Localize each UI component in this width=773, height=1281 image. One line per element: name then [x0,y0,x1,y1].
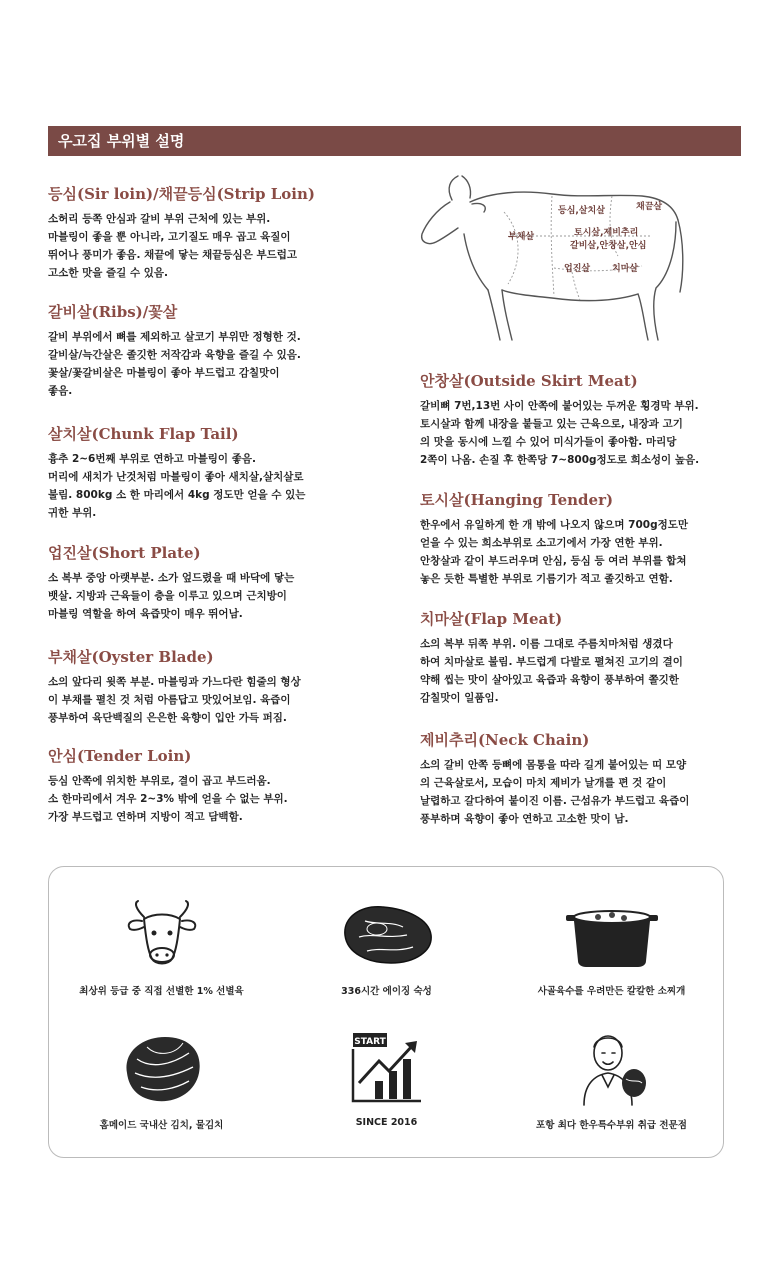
section-line: 가장 부드럽고 연하며 지방이 적고 담백함. [48,811,243,823]
feature-stew [499,895,724,997]
section-line: 갈비뼈 7번,13번 사이 안쪽에 붙어있는 두꺼운 횡경막 부위. [420,400,699,412]
section-line: 토시살과 함께 내장을 붙들고 있는 근육으로, 내장과 고기 [420,418,683,430]
section-line: 2쪽이 나옴. 손질 후 한쪽당 7~800g정도로 희소성이 높음. [420,454,700,466]
cow-label-ribs: 갈비살,안창살,안심 [570,241,647,251]
section-line: 이 부채를 펼친 것 처럼 아름답고 맛있어보임. 육즙이 [48,694,291,706]
cow-label-oyster-blade: 부채살 [508,232,535,242]
section-title: 안창살(Outside Skirt Meat) [420,372,638,390]
section-line: 불림. 800kg 소 한 마리에서 4kg 정도만 얻을 수 있는 [48,489,306,501]
cow-cut-diagram [412,172,690,350]
section-line: 얻을 수 있는 희소부위로 소고기에서 가장 연한 부위. [420,537,663,549]
section-line: 소허리 등쪽 안심과 갈비 부위 근처에 있는 부위. [48,213,271,225]
section-title: 등심(Sir loin)/채끝등심(Strip Loin) [48,185,315,203]
section-line: 등심 안쪽에 위치한 부위로, 결이 곱고 부드러움. [48,775,271,787]
section-title: 갈비살(Ribs)/꽃살 [48,303,178,321]
chart-start-label: START [353,1037,386,1047]
section-title: 업진살(Short Plate) [48,544,201,562]
section-title: 살치살(Chunk Flap Tail) [48,425,239,443]
section-tender-loin [48,745,368,826]
cow-outline-icon [412,172,690,350]
section-line: 약해 씹는 맛이 살아있고 육즙과 육향이 풍부하여 쫄깃한 [420,674,679,686]
meat-cut-icon [337,899,437,969]
section-line: 날렵하고 갈다하여 붙이진 이름. 근섬유가 부드럽고 육즙이 [420,795,690,807]
section-line: 놓은 듯한 특별한 부위로 기름기가 적고 졸깃하고 연함. [420,573,673,585]
feature-since [274,1029,499,1128]
feature-caption: 홈메이드 국내산 김치, 물김치 [99,1120,224,1131]
section-title: 안심(Tender Loin) [48,747,192,765]
section-line: 소 복부 중앙 아랫부분. 소가 엎드렸을 때 바닥에 닿는 [48,572,295,584]
section-title: 치마살(Flap Meat) [420,610,563,628]
kimchi-icon [117,1029,207,1107]
cow-label-short-plate: 업진살 [564,264,591,274]
cow-label-flap-meat: 치마살 [612,264,639,274]
section-hanging-tender [420,489,732,588]
section-title: 제비추리(Neck Chain) [420,731,590,749]
section-title: 토시살(Hanging Tender) [420,491,614,509]
section-neck-chain [420,729,732,828]
section-line: 안창살과 같이 부드러우며 안심, 등심 등 여러 부위를 합쳐 [420,555,687,567]
section-oyster-blade [48,646,368,727]
section-line: 의 근육살로서, 모습이 마치 제비가 날개를 편 것 같이 [420,777,667,789]
section-line: 풍부하여 육단백질의 은은한 육향이 입안 가득 퍼짐. [48,712,287,724]
page-title: 우고집 부위별 설명 [58,132,185,150]
section-line: 소의 앞다리 윗쪽 부분. 마블링과 가느다란 힘줄의 형상 [48,676,301,688]
cow-label-sirloin: 등심,살치살 [558,206,605,216]
section-chunk-flap-tail [48,423,368,522]
feature-caption: 최상위 등급 중 직접 선별한 1% 선별육 [79,986,244,997]
section-line: 하여 치마살로 불림. 부드럽게 다발로 펼쳐진 고기의 결이 [420,656,683,668]
section-line: 갈비살/늑간살은 졸깃한 저작감과 육향을 즐길 수 있음. [48,349,301,361]
soup-pot-icon [562,899,662,969]
chef-portrait-icon [572,1029,652,1107]
section-line: 한우에서 유일하게 한 개 밖에 나오지 않으며 700g정도만 [420,519,689,531]
feature-kimchi [49,1029,274,1131]
section-line: 마블링 역할을 하여 육즙맛이 매우 뛰어남. [48,608,243,620]
feature-caption: 포항 최다 한우특수부위 취급 전문점 [536,1120,687,1131]
section-line: 꽃살/꽃갈비살은 마블링이 좋아 부드럽고 감칠맛이 [48,367,280,379]
section-line: 뱃살. 지방과 근육들이 층을 이루고 있으며 근치방이 [48,590,287,602]
section-line: 좋음. [48,385,73,397]
section-line: 머리에 새치가 난것처럼 마블링이 좋아 새치살,살치살로 [48,471,304,483]
feature-caption: SINCE 2016 [355,1117,418,1128]
features-panel [48,866,724,1158]
section-line: 풍부하며 육향이 좋아 연하고 고소한 맛이 남. [420,813,629,825]
section-short-plate [48,542,368,623]
section-line: 귀한 부위. [48,507,97,519]
section-line: 의 맛을 동시에 느낄 수 있어 미식가들이 좋아함. 마리당 [420,436,677,448]
section-line: 마블링이 좋을 뿐 아니라, 고기질도 매우 곱고 육질이 [48,231,291,243]
section-ribs [48,301,368,400]
feature-aging [274,895,499,997]
feature-caption: 사골육수를 우려만든 칼칼한 소찌개 [537,986,686,997]
feature-specialist [499,1029,724,1131]
section-line: 소 한마리에서 겨우 2~3% 밖에 얻을 수 없는 부위. [48,793,288,805]
section-line: 소의 복부 뒤쪽 부위. 이름 그대로 주름치마처럼 생겼다 [420,638,673,650]
growth-chart-icon [349,1031,425,1105]
section-line: 감칠맛이 일품임. [420,692,499,704]
section-line: 고소한 맛을 즐길 수 있음. [48,267,169,279]
section-line: 갈비 부위에서 뼈를 제외하고 살코기 부위만 정형한 것. [48,331,301,343]
cow-label-hanging-tender: 토시살,제비추리 [574,228,639,238]
section-outside-skirt [420,370,732,469]
feature-premium-grade [49,895,274,997]
section-line: 소의 갈비 안쪽 등뼈에 몸통을 따라 길게 붙어있는 띠 모양 [420,759,687,771]
section-flap-meat [420,608,732,707]
page-header [48,126,741,156]
section-sirloin [48,183,368,282]
section-line: 뛰어나 풍미가 좋음. 채끝에 닿는 채끝등심은 부드럽고 [48,249,298,261]
cow-head-icon [122,899,202,969]
section-line: 흉추 2~6번째 부위로 연하고 마블링이 좋음. [48,453,256,465]
section-title: 부채살(Oyster Blade) [48,648,214,666]
cow-label-striploin: 채끝살 [636,202,663,212]
feature-caption: 336시간 에이징 숙성 [341,986,432,997]
